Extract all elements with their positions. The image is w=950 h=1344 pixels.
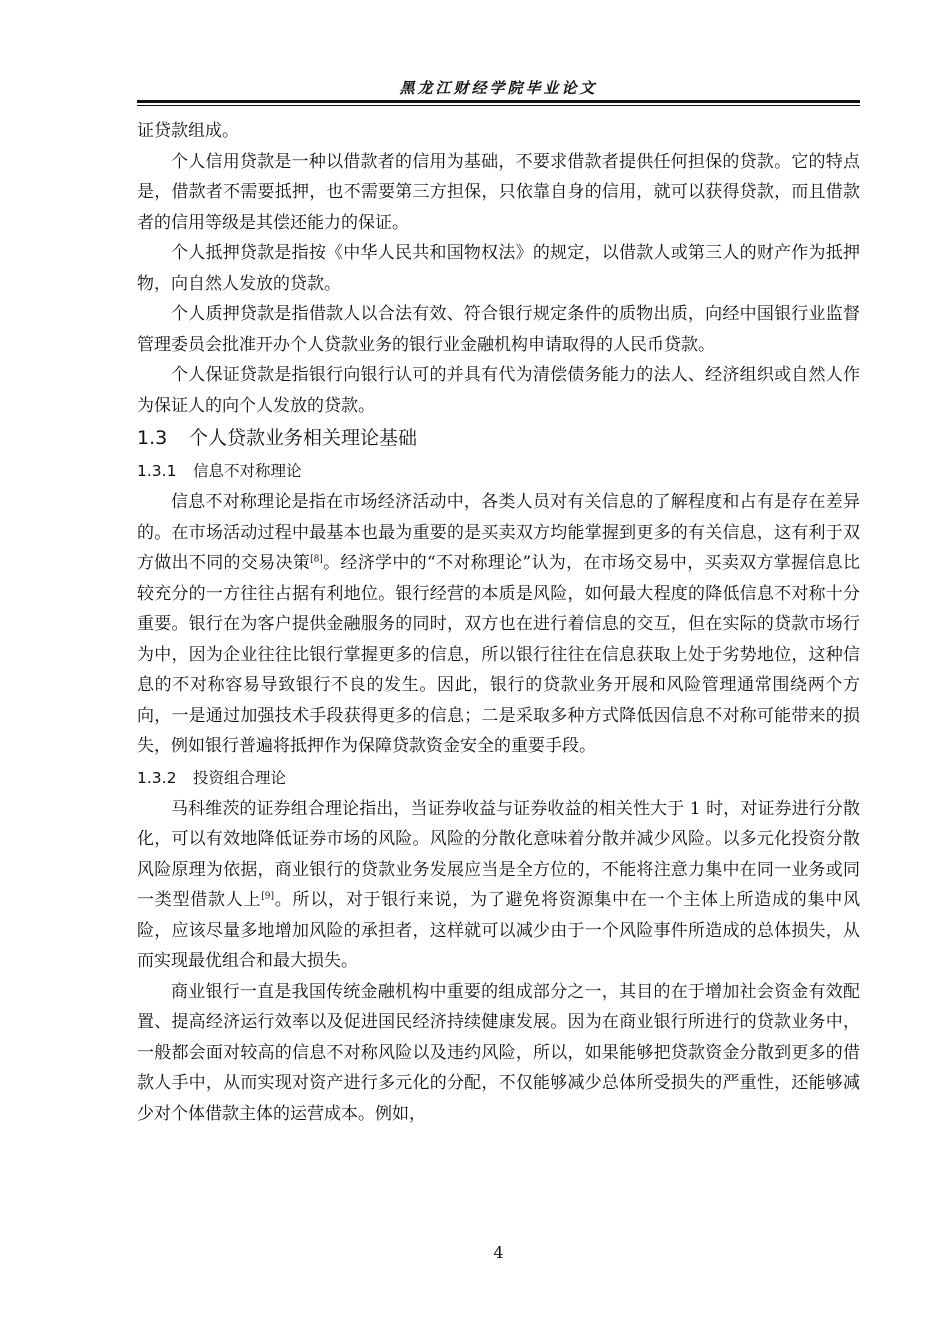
page-body	[137, 116, 860, 1129]
page-number: 4	[493, 1243, 504, 1262]
paragraph-credit-loan: 个人信用贷款是一种以借款者的信用为基础，不要求借款者提供任何担保的贷款。它的特点是，借款者不需要抵押，也不需要第三方担保，只依靠自身的信用，就可以获得贷款，而且借款者的信用等级是其偿还能力的保证。	[137, 151, 860, 233]
citation-ref: [9]	[261, 891, 275, 902]
paragraph-text: 。所以，对于银行来说，为了避免将资源集中在一个主体上所造成的集中风险，应该尽量多地增加风险的承担者，这样就可以减少由于一个风险事件所造成的总体损失，从而实现最优组合和最大损失。	[137, 890, 861, 971]
paragraph-guarantee-loan: 个人保证贷款是指银行向银行认可的并具有代为清偿债务能力的法人、经济组织或自然人作为保证人的向个人发放的贷款。	[137, 365, 860, 416]
running-header-title: 黑龙江财经学院毕业论文	[399, 79, 598, 97]
section-heading-1-3	[137, 421, 860, 455]
header-rule-thin	[137, 105, 860, 106]
paragraph-mortgage-loan: 个人抵押贷款是指按《中华人民共和国物权法》的规定，以借款人或第三人的财产作为抵押物，向自然人发放的贷款。	[137, 243, 860, 294]
paragraph-pledge-loan: 个人质押贷款是指借款人以合法有效、符合银行规定条件的质物出质，向经中国银行业监督管理委员会批准开办个人贷款业务的银行业金融机构申请取得的人民币贷款。	[137, 304, 860, 355]
section-number: 1.3	[137, 427, 168, 449]
citation-ref: [8]	[310, 554, 323, 565]
section-title: 个人贷款业务相关理论基础	[189, 427, 418, 449]
paragraph-commercial-banks: 商业银行一直是我国传统金融机构中重要的组成部分之一，其目的在于增加社会资金有效配置、提高经济运行效率以及促进国民经济持续健康发展。因为在商业银行所进行的贷款业务中，一般都会面对较高的信息不对称风险以及违约风险，所以，如果能够把贷款资金分散到更多的借款人手中，从而实现对资产进行多元化的分配，不仅能够减少总体所受损失的严重性，还能够减少对个体借款主体的运营成本。例如，	[137, 981, 860, 1124]
section-heading-1-3-2	[137, 762, 860, 794]
paragraph-continuation: 证贷款组成。	[137, 121, 239, 141]
section-title: 信息不对称理论	[193, 462, 302, 480]
section-number: 1.3.1	[137, 462, 177, 480]
paragraph-text: 。经济学中的“不对称理论”认为，在市场交易中，买卖双方掌握信息比较充分的一方往往占据有利地位。银行经营的本质是风险，如何最大程度的降低信息不对称十分重要。银行在为客户提供金融服务的同时，双方也在进行着信息的交互，但在实际的贷款市场行为中，因为企业往往比银行掌握更多的信息，所以银行往往在信息获取上处于劣势地位，这种信息的不对称容易导致银行不良的发生。因此，银行的贷款业务开展和风险管理通常围绕两个方向，一是通过加强技术手段获得更多的信息；二是采取多种方式降低因信息不对称可能带来的损失，例如银行普遍将抵押作为保障贷款资金安全的重要手段。	[137, 553, 860, 756]
section-title: 投资组合理论	[193, 768, 287, 787]
paragraph-text: 信息不对称理论是指在市场经济活动中，各类人员对有关信息的了解程度和占有是存在差异的。在市场活动过程中最基本也最为重要的是买卖双方均能掌握到更多的有关信息，这有利于双方做出不同的交易决策	[137, 492, 860, 573]
paragraph-information-asymmetry	[137, 487, 860, 762]
section-number: 1.3.2	[137, 768, 177, 787]
paragraph-portfolio-theory	[137, 794, 860, 977]
header-rule-thick	[137, 100, 860, 103]
paragraph-text: 马科维茨的证券组合理论指出，当证券收益与证券收益的相关性大于 1 时，对证券进行分散化，可以有效地降低证券市场的风险。风险的分散化意味着分散并减少风险。以多元化投资分散风险原理为依据，商业银行的贷款业务发展应当是全方位的，不能将注意力集中在同一业务或同一类型借款人上	[137, 798, 860, 910]
section-heading-1-3-1	[137, 455, 860, 487]
